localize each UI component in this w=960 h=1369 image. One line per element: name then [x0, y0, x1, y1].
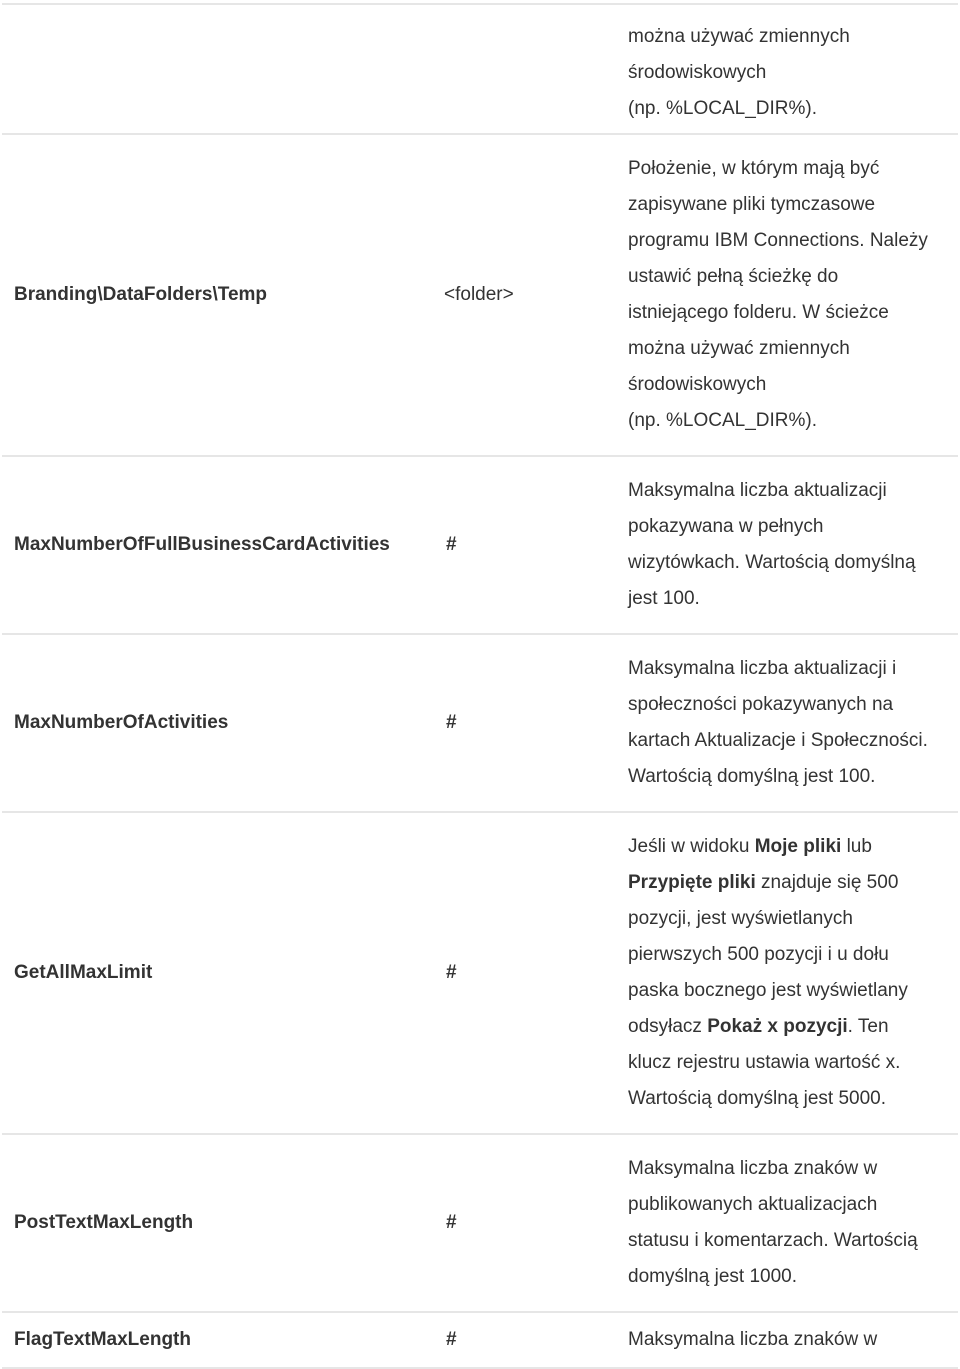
- description-line: Maksymalna liczba znaków w: [628, 1158, 878, 1179]
- description-line: publikowanych aktualizacjach: [628, 1194, 878, 1215]
- type-cell: #: [446, 1329, 457, 1350]
- description-line: Maksymalna liczba aktualizacji i: [628, 658, 897, 679]
- type-cell: #: [446, 962, 457, 983]
- table-row: [2, 134, 958, 456]
- key-cell: GetAllMaxLimit: [14, 962, 153, 983]
- description-line: społeczności pokazywanych na: [628, 694, 894, 715]
- description-line: Położenie, w którym mają być: [628, 158, 880, 179]
- text-span: Jeśli w widoku: [628, 836, 755, 857]
- key-cell: MaxNumberOfActivities: [14, 712, 229, 733]
- ui-term-my-files: Moje pliki: [754, 836, 842, 857]
- text-span: . Ten: [847, 1016, 889, 1037]
- description-line: pierwszych 500 pozycji i u dołu: [628, 944, 889, 965]
- description-line: ustawić pełną ścieżkę do: [628, 266, 839, 287]
- description-line: można używać zmiennych: [628, 338, 850, 359]
- description-line: Maksymalna liczba aktualizacji: [628, 480, 887, 501]
- table-row: [2, 4, 958, 134]
- description-line: Maksymalna liczba znaków w: [628, 1329, 878, 1350]
- table-row: [2, 1312, 958, 1368]
- description-line: [628, 1009, 958, 1045]
- description-cell: [628, 634, 958, 812]
- description-cell: [628, 1134, 958, 1312]
- description-line: środowiskowych: [628, 62, 767, 83]
- description-line: środowiskowych: [628, 374, 767, 395]
- description-line: [628, 829, 958, 865]
- description-line: istniejącego folderu. W ścieżce: [628, 302, 889, 323]
- description-cell: [628, 4, 958, 134]
- table-row: [2, 634, 958, 812]
- type-cell: #: [446, 534, 457, 555]
- registry-keys-table: [2, 3, 958, 1369]
- description-line: kartach Aktualizacje i Społeczności.: [628, 730, 928, 751]
- description-line: Wartością domyślną jest 100.: [628, 766, 876, 787]
- key-cell: MaxNumberOfFullBusinessCardActivities: [14, 534, 390, 555]
- text-span: lub: [841, 836, 872, 857]
- key-cell: PostTextMaxLength: [14, 1212, 194, 1233]
- ui-term-pinned-files: Przypięte pliki: [628, 872, 756, 893]
- description-cell: [628, 134, 958, 456]
- description-line: Wartością domyślną jest 5000.: [628, 1088, 887, 1109]
- description-line: (np. %LOCAL_DIR%).: [628, 410, 818, 431]
- key-cell: Branding\DataFolders\Temp: [14, 284, 268, 305]
- description-line: pozycji, jest wyświetlanych: [628, 908, 853, 929]
- description-line: paska bocznego jest wyświetlany: [628, 980, 908, 1001]
- description-line: wizytówkach. Wartością domyślną: [628, 552, 916, 573]
- key-cell: [2, 4, 432, 134]
- description-cell: [628, 1312, 958, 1368]
- text-span: znajduje się 500: [755, 872, 899, 893]
- type-cell: #: [446, 712, 457, 733]
- description-line: można używać zmiennych: [628, 26, 850, 47]
- table-row: [2, 456, 958, 634]
- description-cell: [628, 456, 958, 634]
- ui-term-show-x-items: Pokaż x pozycji: [707, 1016, 848, 1037]
- description-line: pokazywana w pełnych: [628, 516, 824, 537]
- description-cell: [628, 812, 958, 1134]
- type-cell: #: [446, 1212, 457, 1233]
- description-line: domyślną jest 1000.: [628, 1266, 797, 1287]
- type-cell: <folder>: [444, 284, 514, 305]
- description-line: [628, 865, 958, 901]
- type-cell: [432, 4, 628, 134]
- text-span: odsyłacz: [628, 1016, 708, 1037]
- description-line: statusu i komentarzach. Wartością: [628, 1230, 918, 1251]
- description-line: klucz rejestru ustawia wartość x.: [628, 1052, 901, 1073]
- description-line: programu IBM Connections. Należy: [628, 230, 928, 251]
- description-line: jest 100.: [628, 588, 700, 609]
- description-line: (np. %LOCAL_DIR%).: [628, 98, 818, 119]
- table-row: [2, 1134, 958, 1312]
- key-cell: FlagTextMaxLength: [14, 1329, 191, 1350]
- description-line: zapisywane pliki tymczasowe: [628, 194, 876, 215]
- table-row: [2, 812, 958, 1134]
